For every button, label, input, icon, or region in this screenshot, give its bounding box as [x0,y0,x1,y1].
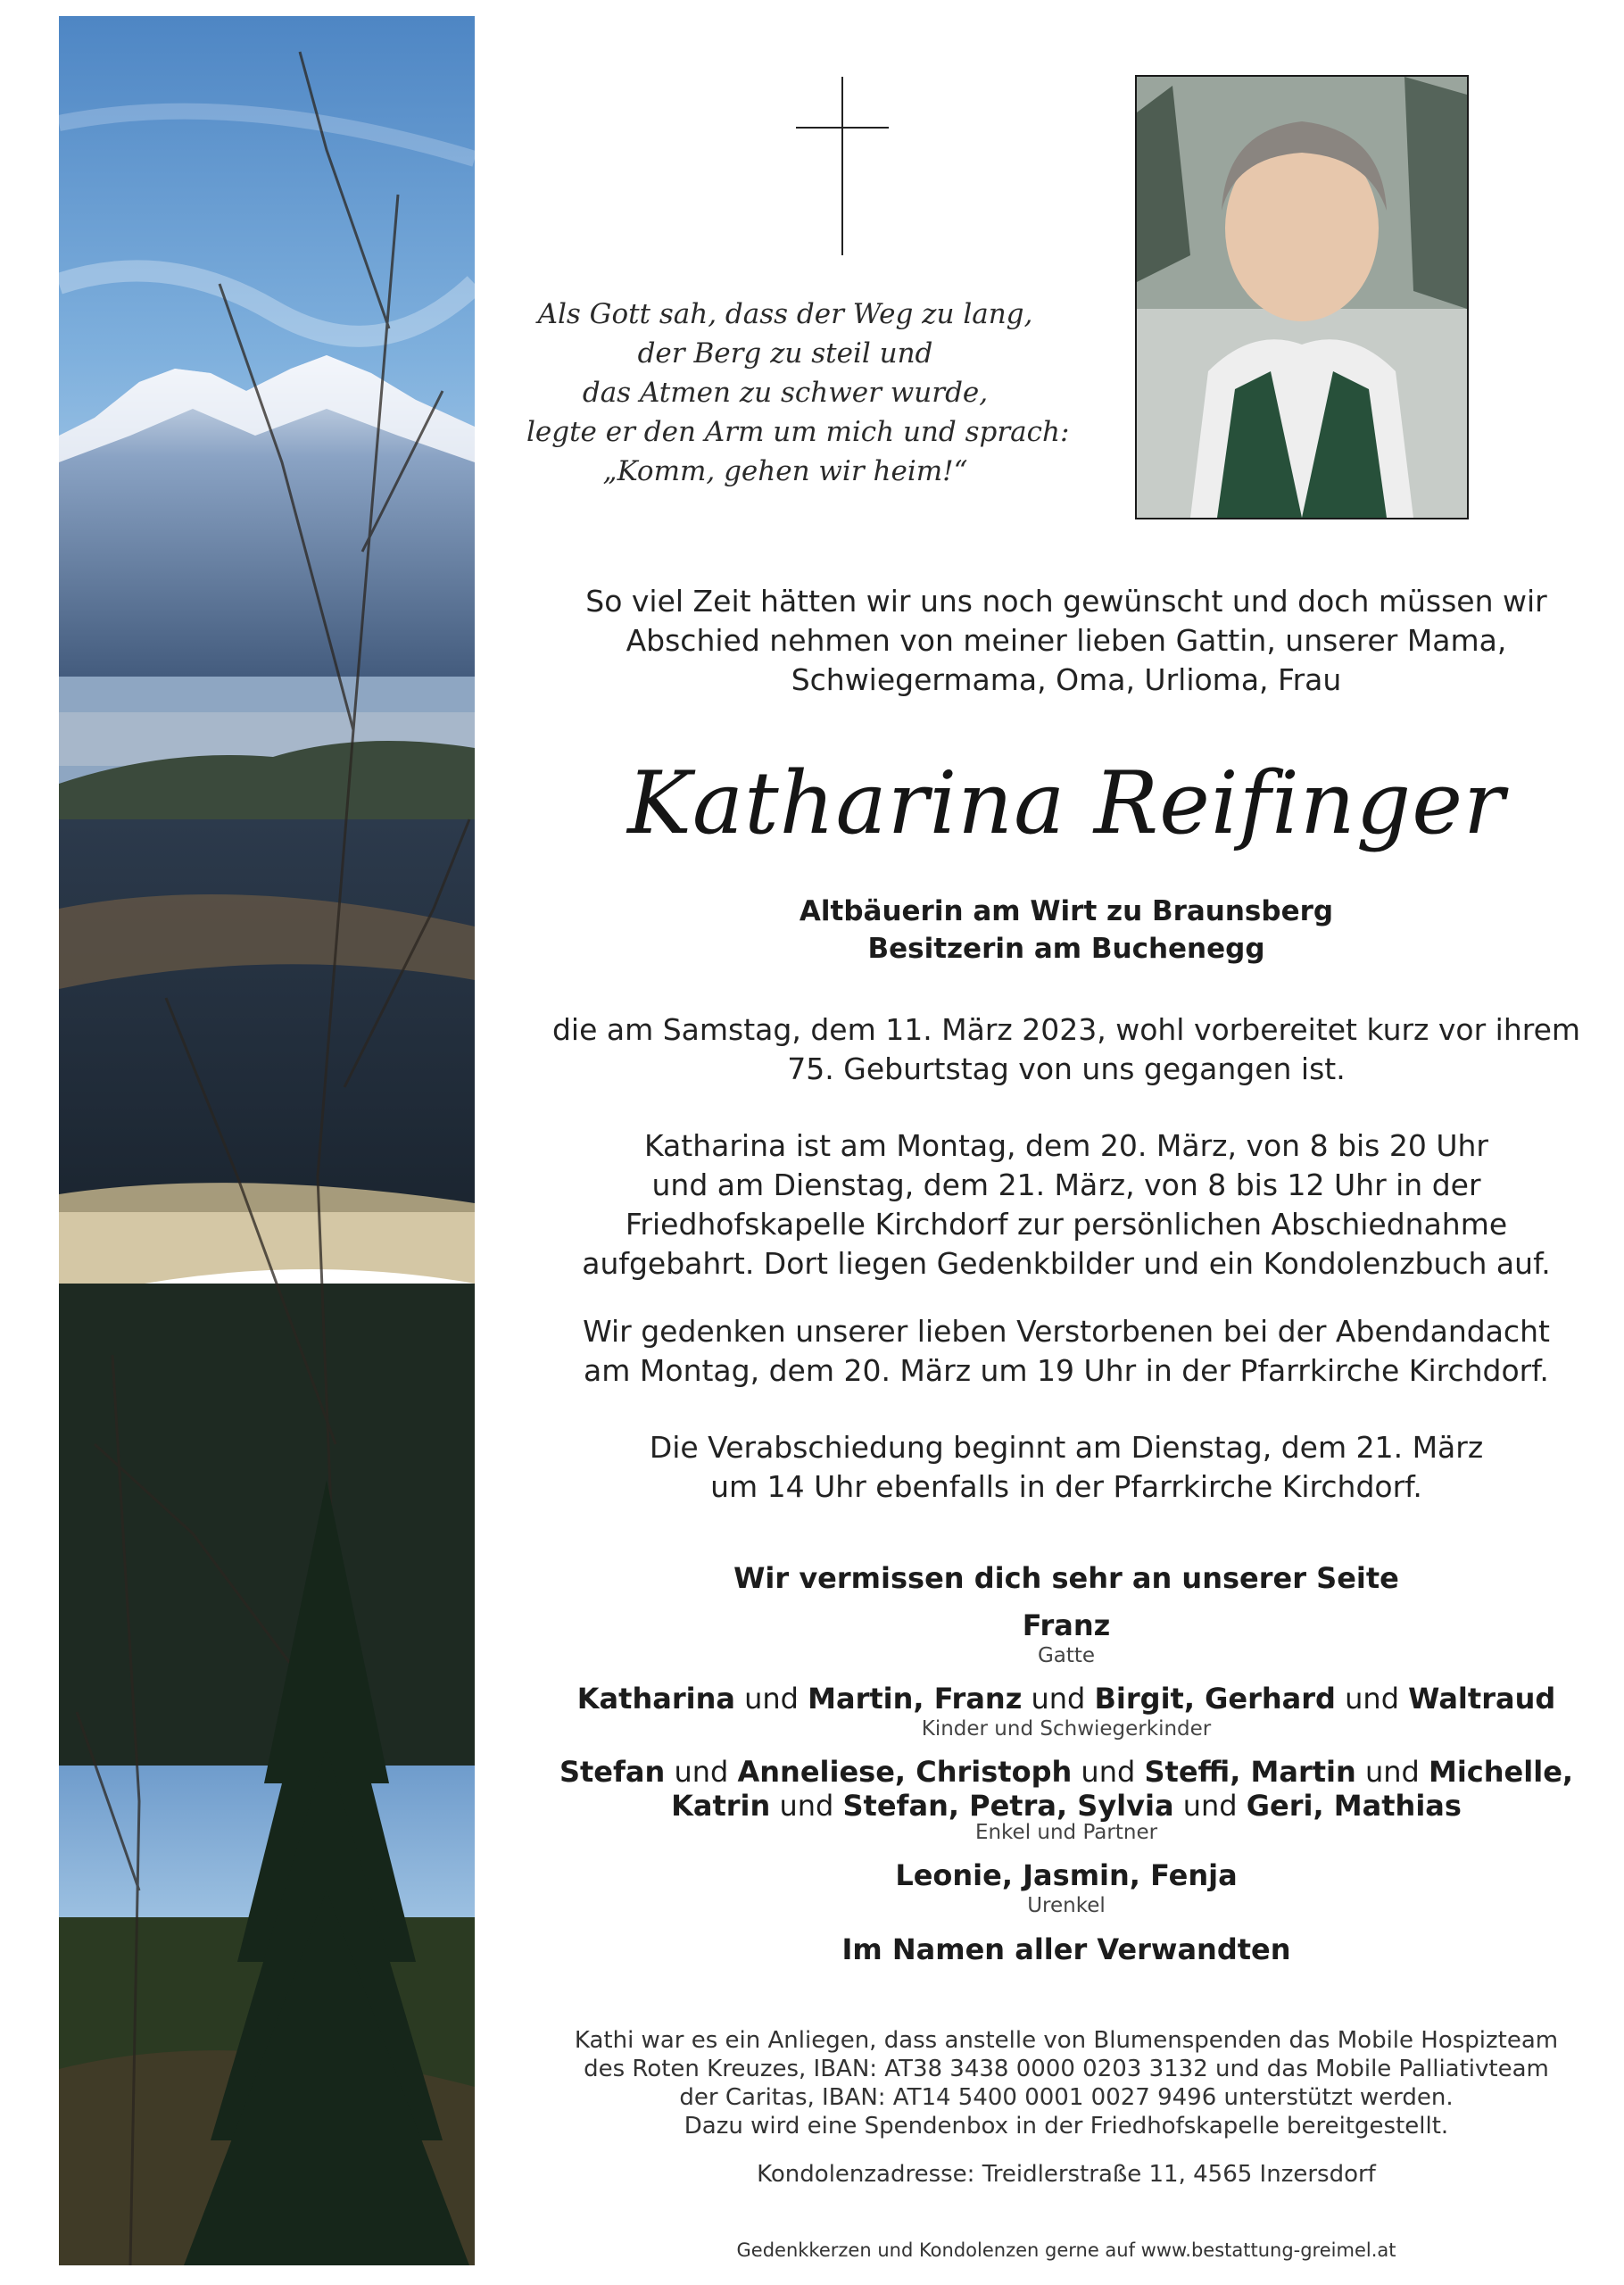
donation-note [526,2026,1606,2140]
text-line: der Caritas, IBAN: AT14 5400 0001 0027 9496 unterstützt werden. [679,2084,1454,2111]
connector-text: und [1022,1682,1095,1716]
text-line: Friedhofskapelle Kirchdorf zur persönlichen Abschiednahme [625,1207,1508,1242]
spouse-name: Franz [1022,1608,1111,1642]
relative-name: Michelle, [1428,1755,1574,1789]
grandchildren-names-1 [526,1753,1606,1791]
relative-name: Steffi, Martin [1144,1755,1356,1789]
connector-text: und [734,1682,808,1716]
connector-text: und [770,1789,843,1823]
title-line: Altbäuerin am Wirt zu Braunsberg [799,895,1334,927]
poem [526,295,1070,491]
relative-name: Katharina [576,1682,735,1716]
poem-line: der Berg zu steil und [637,337,933,370]
title-line: Besitzerin am Buchenegg [867,933,1265,965]
text-line: 75. Geburtstag von uns gegangen ist. [787,1051,1346,1086]
text-line: und am Dienstag, dem 21. März, von 8 bis 12 Uhr in der [651,1167,1481,1202]
viewing-info [526,1126,1606,1284]
relative-name: Anneliese, Christoph [737,1755,1073,1789]
text-line: Kathi war es ein Anliegen, dass anstelle von Blumenspenden das Mobile Hospizteam [574,2027,1559,2054]
intro-line: So viel Zeit hätten wir uns noch gewünscht und doch müssen wir [585,584,1547,619]
connector-text: und [665,1755,738,1789]
grandchildren-role: Enkel und Partner [974,1821,1158,1844]
intro-line: Abschied nehmen von meiner lieben Gattin, unserer Mama, [626,623,1507,658]
text-line: Wir gedenken unserer lieben Verstorbenen bei der Abendandacht [583,1314,1550,1349]
poem-line: legte er den Arm um mich und sprach: [526,416,1070,448]
relative-name: Martin, Franz [808,1682,1023,1716]
text-line: die am Samstag, dem 11. März 2023, wohl vorbereitet kurz vor ihrem [551,1012,1581,1047]
death-notice [526,1010,1606,1089]
relative-name: Stefan [559,1755,666,1789]
connector-text: und [1355,1755,1429,1789]
text-line: des Roten Kreuzes, IBAN: AT38 3438 0000 0203 3132 und das Mobile Palliativteam [584,2056,1549,2082]
children-role: Kinder und Schwiegerkinder [921,1717,1212,1741]
family-heading: Wir vermissen dich sehr an unserer Seite [733,1561,1399,1595]
grandchildren-names-2 [526,1791,1606,1821]
deceased-titles [526,893,1606,968]
intro-line: Schwiegermama, Oma, Urlioma, Frau [791,662,1342,697]
connector-text: und [1072,1755,1145,1789]
text-line: Katharina ist am Montag, dem 20. März, von 8 bis 20 Uhr [644,1128,1488,1163]
cross-icon [796,77,889,255]
family-closing: Im Namen aller Verwandten [841,1932,1291,1966]
condolence-address: Kondolenzadresse: Treidlerstraße 11, 4565 Inzersdorf [757,2161,1376,2188]
text-line: Dazu wird eine Spendenbox in der Friedhofskapelle bereitgestellt. [684,2113,1449,2140]
deceased-name: Katharina Reifinger [627,753,1505,853]
footer-note: Gedenkkerzen und Kondolenzen gerne auf www.bestattung-greimel.at [736,2239,1396,2261]
relative-name: Birgit, Gerhard [1094,1682,1336,1716]
poem-line: Als Gott sah, dass der Weg zu lang, [537,298,1033,330]
relative-name: Stefan, Petra, Sylvia [842,1789,1174,1823]
poem-line: das Atmen zu schwer wurde, [582,377,989,409]
great-grandchildren-names: Leonie, Jasmin, Fenja [895,1858,1238,1892]
children-names [526,1680,1606,1717]
great-grandchildren-role: Urenkel [1027,1894,1106,1917]
relative-name: Geri, Mathias [1246,1789,1462,1823]
landscape-photo [59,16,475,2265]
text-line: um 14 Uhr ebenfalls in der Pfarrkirche Kirchdorf. [710,1469,1422,1504]
prayer-info [526,1312,1606,1391]
text-line: Die Verabschiedung beginnt am Dienstag, dem 21. März [649,1430,1484,1465]
spouse-role: Gatte [1037,1644,1096,1667]
connector-text: und [1173,1789,1247,1823]
family-section [526,1558,1606,1969]
poem-line: „Komm, gehen wir heim!“ [602,455,968,487]
connector-text: und [1335,1682,1409,1716]
relative-name: Waltraud [1408,1682,1556,1716]
portrait-photo [1135,75,1469,519]
relative-name: Katrin [671,1789,771,1823]
text-line: aufgebahrt. Dort liegen Gedenkbilder und ein Kondolenzbuch auf. [582,1246,1551,1281]
farewell-info [526,1428,1606,1507]
text-line: am Montag, dem 20. März um 19 Uhr in der Pfarrkirche Kirchdorf. [584,1353,1549,1388]
intro-text [526,582,1606,700]
